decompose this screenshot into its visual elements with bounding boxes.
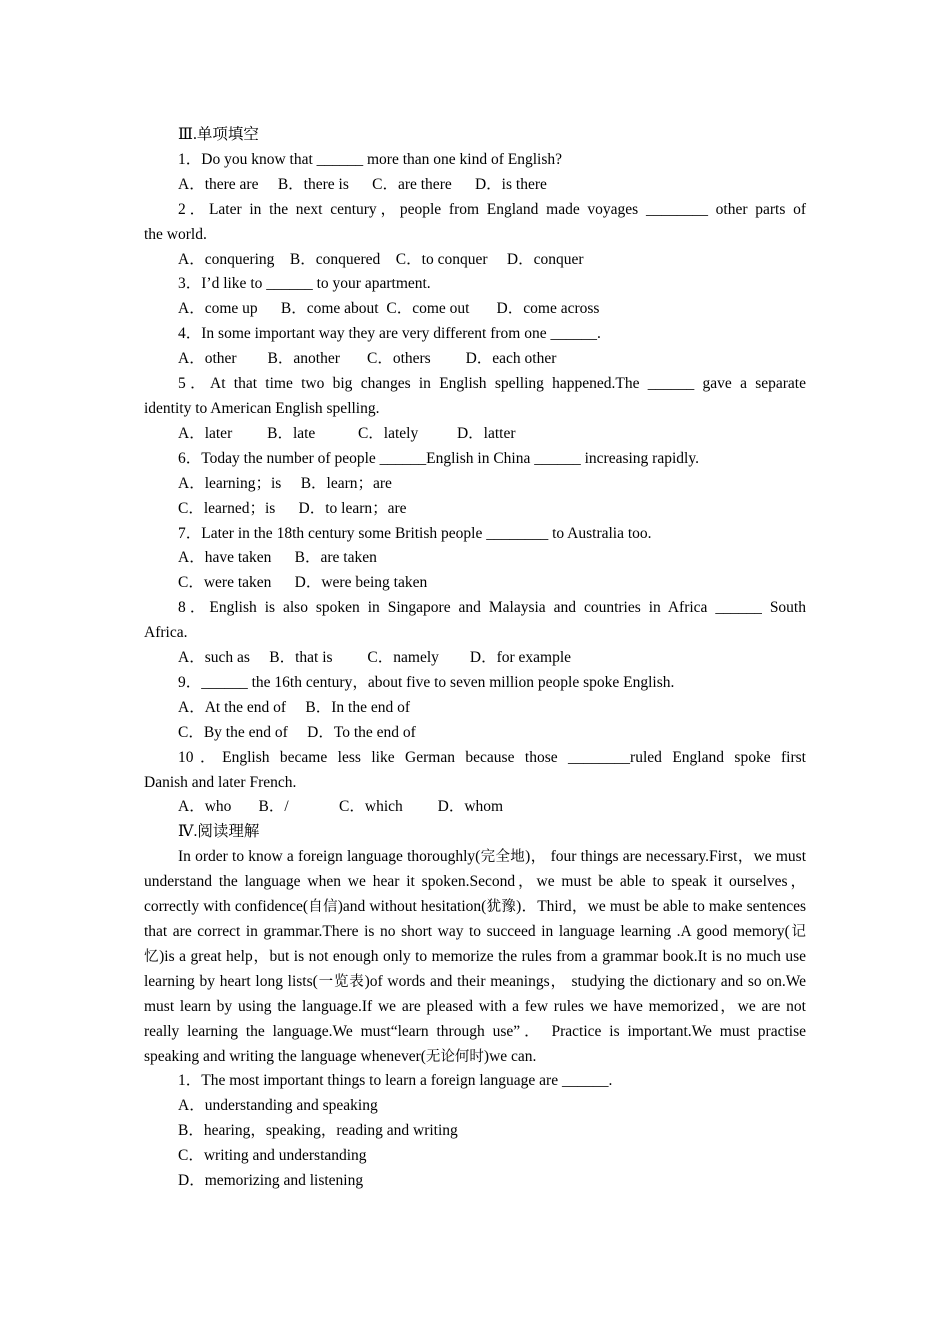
q3-options: A．come up B．come about C．come out D．come across [178, 300, 600, 318]
q4-options: A．other B．another C．others D．each other [178, 350, 557, 368]
q2-stem-line2: the world. [144, 225, 207, 243]
passage-part-3: )and without hesitation( [337, 898, 487, 916]
q6-options-ab: A．learning；is B．learn；are [178, 474, 392, 492]
q9-stem: 9．______ the 16th century，about five to seven million people spoke English. [178, 673, 675, 691]
gloss-hesitation: 犹豫 [486, 899, 517, 916]
q3-stem: 3．I’d like to ______ to your apartment. [178, 275, 431, 293]
q7-options-cd: C．were taken D．were being taken [178, 574, 428, 592]
q9-options-ab: A．At the end of B．In the end of [178, 698, 411, 716]
passage-part-2: )， four things are necessary.First，we must understand the language when we hear it spoken.Second，we must be able to speak it ourselves， correctly with confidence( [144, 848, 807, 916]
q10-options: A．who B．/ C．which D．whom [178, 798, 504, 816]
q2-options: A．conquering B．conquered C．to conquer D．conquer [178, 250, 584, 268]
q5-stem-line1: 5．At that time two big changes in English spelling happened.The ______ gave a separate [178, 375, 806, 393]
reading-q1-option-c: C．writing and understanding [178, 1147, 367, 1165]
reading-q1-stem: 1．The most important things to learn a foreign language are ______. [178, 1072, 613, 1090]
gloss-whenever: 无论何时 [425, 1048, 484, 1065]
q8-stem-line1: 8．English is also spoken in Singapore and Malaysia and countries in Africa ______ South [178, 599, 806, 617]
q1-stem: 1．Do you know that ______ more than one kind of English? [178, 150, 563, 168]
q8-options: A．such as B．that is C．namely D．for example [178, 649, 572, 667]
passage-part-7: )we can. [483, 1047, 537, 1065]
passage-part-1: In order to know a foreign language thoroughly( [178, 848, 481, 866]
reading-q1-option-a: A．understanding and speaking [178, 1097, 378, 1115]
q5-options: A．later B．late C．lately D．latter [178, 424, 516, 442]
reading-q1-option-d: D．memorizing and listening [178, 1172, 364, 1190]
q1-options: A．there are B．there is C．are there D．is there [178, 175, 547, 193]
q4-stem: 4．In some important way they are very different from one ______. [178, 325, 601, 343]
reading-passage [144, 845, 806, 1069]
q10-stem-line2: Danish and later French. [144, 773, 297, 791]
q7-stem: 7．Later in the 18th century some British people ________ to Australia too. [178, 524, 652, 542]
q7-options-ab: A．have taken B．are taken [178, 549, 377, 567]
reading-q1-option-b: B．hearing，speaking，reading and writing [178, 1122, 458, 1140]
q9-options-cd: C．By the end of D．To the end of [178, 723, 416, 741]
q2-stem-line1: 2．Later in the next century，people from England made voyages ________ other parts of [178, 200, 806, 218]
section-title-multiple-choice: Ⅲ.单项填空 [178, 126, 259, 143]
document-page [144, 123, 806, 1194]
gloss-confidence: 自信 [308, 899, 338, 916]
gloss-thoroughly: 完全地 [480, 849, 526, 866]
gloss-lists: 一览表 [317, 973, 365, 990]
q6-options-cd: C．learned；is D．to learn；are [178, 499, 407, 517]
q5-stem-line2: identity to American English spelling. [144, 399, 380, 417]
gloss-memory: 记忆 [144, 924, 806, 965]
q8-stem-line2: Africa. [144, 624, 188, 642]
q10-stem-line1: 10．English became less like German because those ________ruled England spoke first [178, 748, 806, 766]
passage-part-6: )of words and their meanings， studying the dictionary and so on.We must learn by using the language.If we are pleased with a few rules we have memorized，we are not really learning the language.We must“learn through use”． Practice is important.We must practise speaking and writing the language whenever( [144, 972, 807, 1065]
passage-part-4: )．Third，we must be able to make sentences that are correct in grammar.There is no short way to succeed in language learning .A good memory( [144, 898, 807, 940]
section-title-reading: Ⅳ.阅读理解 [178, 823, 260, 841]
passage-part-5: )is a great help，but is not enough only to memorize the rules from a grammar book.It is no much use learning by heart long lists( [144, 947, 807, 990]
q6-stem: 6．Today the number of people ______English in China ______ increasing rapidly. [178, 449, 699, 467]
